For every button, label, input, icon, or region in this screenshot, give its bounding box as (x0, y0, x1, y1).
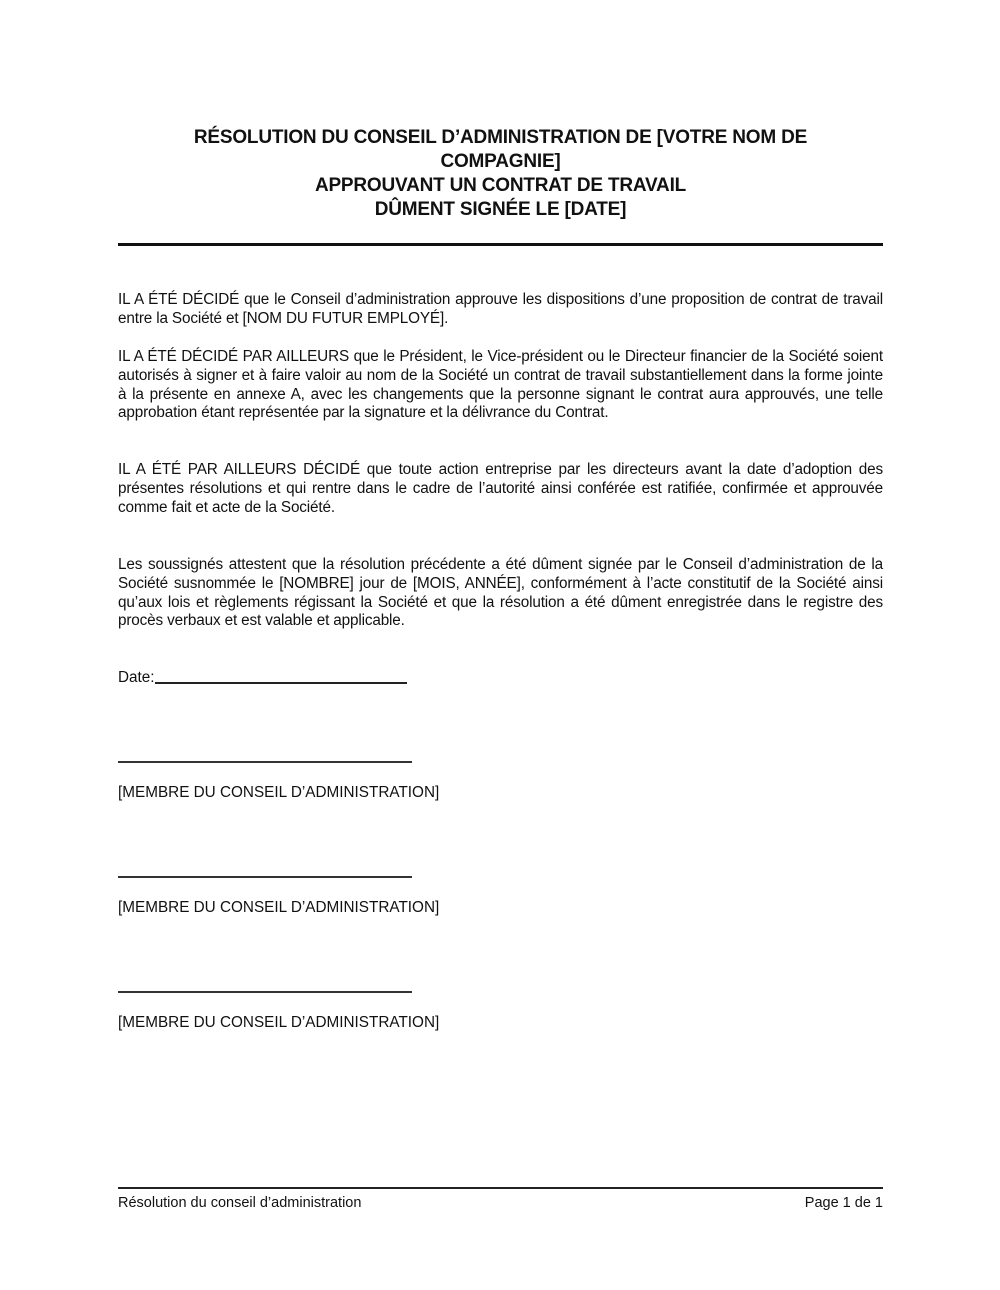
page-number: Page 1 de 1 (804, 1195, 883, 1211)
document-title (118, 126, 883, 222)
title-line: APPROUVANT UN CONTRAT DE TRAVAIL (314, 175, 687, 196)
date-blank-line[interactable] (155, 682, 407, 684)
resolution-paragraph-2: IL A ÉTÉ DÉCIDÉ PAR AILLEURS que le Président, le Vice-président ou le Directeur financier de la Société soient autorisés à signer et à faire valoir au nom de la Société un contrat de travail substantiellement dans la forme jointe à la présente en annexe A, avec les changements que la personne signant le contrat aura approuvés, une telle approbation étant représentée par la signature et la délivrance du Contrat. (118, 348, 883, 422)
title-divider (118, 243, 883, 246)
signature-label-1: [MEMBRE DU CONSEIL D’ADMINISTRATION] (118, 784, 440, 801)
title-line: DÛMENT SIGNÉE LE [DATE] (374, 199, 627, 220)
title-line: COMPAGNIE] (440, 151, 561, 172)
signature-label-2: [MEMBRE DU CONSEIL D’ADMINISTRATION] (118, 899, 440, 916)
date-field (118, 668, 407, 687)
signature-label-3: [MEMBRE DU CONSEIL D’ADMINISTRATION] (118, 1014, 440, 1031)
title-line: RÉSOLUTION DU CONSEIL D’ADMINISTRATION DE [VOTRE NOM DE (193, 127, 808, 148)
signature-line-3[interactable] (118, 991, 412, 993)
attestation-paragraph: Les soussignés attestent que la résolution précédente a été dûment signée par le Conseil d’administration de la Société susnommée le [NOMBRE] jour de [MOIS, ANNÉE], conformément à l’acte constitutif de la Société ainsi qu’aux lois et règlements régissant la Société et que la résolution a été dûment enregistrée dans le registre des procès verbaux et est valable et applicable. (118, 556, 883, 630)
resolution-paragraph-1: IL A ÉTÉ DÉCIDÉ que le Conseil d’administration approuve les dispositions d’une proposition de contrat de travail entre la Société et [NOM DU FUTUR EMPLOYÉ]. (118, 291, 883, 327)
footer-divider (118, 1187, 883, 1189)
footer-title: Résolution du conseil d’administration (118, 1195, 362, 1211)
signature-line-2[interactable] (118, 876, 412, 878)
resolution-paragraph-3: IL A ÉTÉ PAR AILLEURS DÉCIDÉ que toute action entreprise par les directeurs avant la date d’adoption des présentes résolutions et qui rentre dans le cadre de l’autorité ainsi conférée est ratifiée, confirmée et approuvée comme fait et acte de la Société. (118, 461, 883, 516)
signature-line-1[interactable] (118, 761, 412, 763)
date-label: Date: (118, 669, 155, 686)
